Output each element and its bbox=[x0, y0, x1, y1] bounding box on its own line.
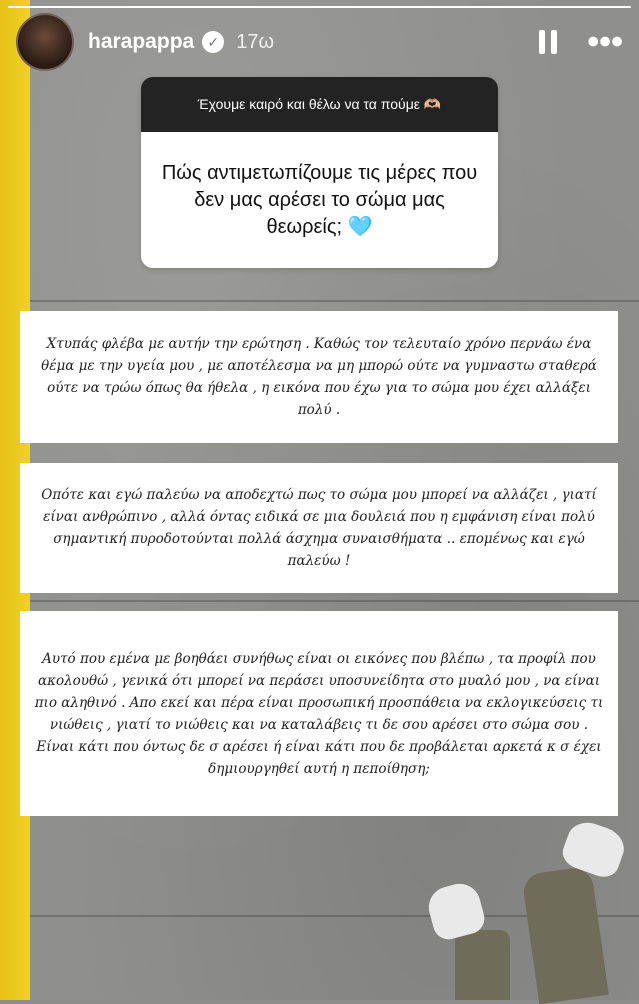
check-icon: ✓ bbox=[207, 33, 220, 50]
story-progress-bar bbox=[8, 6, 631, 8]
answer-text-block: Οπότε και εγώ παλεύω να αποδεχτώ πως το σώμα μου μπορεί να αλλάζει , γιατί είναι ανθρώπινο , αλλά όντας ειδικά σε μια δουλειά που η εμφάνιση είναι πολύ σημαντική πυροδοτούνται πολλά άσχημα συναισθήματα .. επομένως και εγώ παλεύω ! bbox=[20, 463, 618, 593]
more-icon[interactable]: ••• bbox=[587, 23, 623, 61]
avatar[interactable] bbox=[16, 13, 74, 71]
verified-badge bbox=[202, 31, 224, 53]
pause-icon[interactable] bbox=[539, 30, 557, 54]
story-progress-fill bbox=[8, 6, 631, 8]
question-text: Πώς αντιμετωπίζουμε τις μέρες που δεν μας αρέσει το σώμα μας θεωρείς; 🩵 bbox=[141, 132, 498, 268]
story-header bbox=[16, 14, 623, 70]
answer-text-block: Χτυπάς φλέβα με αυτήν την ερώτηση . Καθώς τον τελευταίο χρόνο περνάω ένα θέμα με την υγεία μου , με αποτέλεσμα να μη μπορώ ούτε να γυμναστω σταθερά ούτε να τρώω όπως θα ήθελα , η εικόνα που έχω για το σώμα μου έχει αλλάξει πολύ . bbox=[20, 311, 618, 443]
floor-seam bbox=[0, 300, 639, 302]
question-header: Έχουμε καιρό και θέλω να τα πούμε 🫶🏼 bbox=[141, 77, 498, 132]
timestamp: 17ω bbox=[236, 30, 275, 53]
floor-seam bbox=[0, 600, 639, 602]
answer-text-block: Αυτό που εμένα με βοηθάει συνήθως είναι οι εικόνες που βλέπω , τα προφίλ που ακολουθώ , γενικά ότι μπορεί να περάσει υποσυνείδητα στο μυαλό μου , να είναι πιο αληθινό . Απο εκεί και πέρα είναι προσωπική προσπάθεια να εκλογικεύσεις τι νιώθεις , γιατί το νιώθεις και να καταλάβεις τι δε σου αρέσει στο σώμα σου . Είναι κάτι που όντως δε σ αρέσει ή είναι κάτι που δε προβάλεται αρκετά κ σ έχει δημιουργηθεί αυτή η πεποίθηση; bbox=[20, 611, 618, 816]
username[interactable]: harapappa bbox=[88, 30, 195, 53]
question-sticker[interactable] bbox=[141, 77, 498, 268]
